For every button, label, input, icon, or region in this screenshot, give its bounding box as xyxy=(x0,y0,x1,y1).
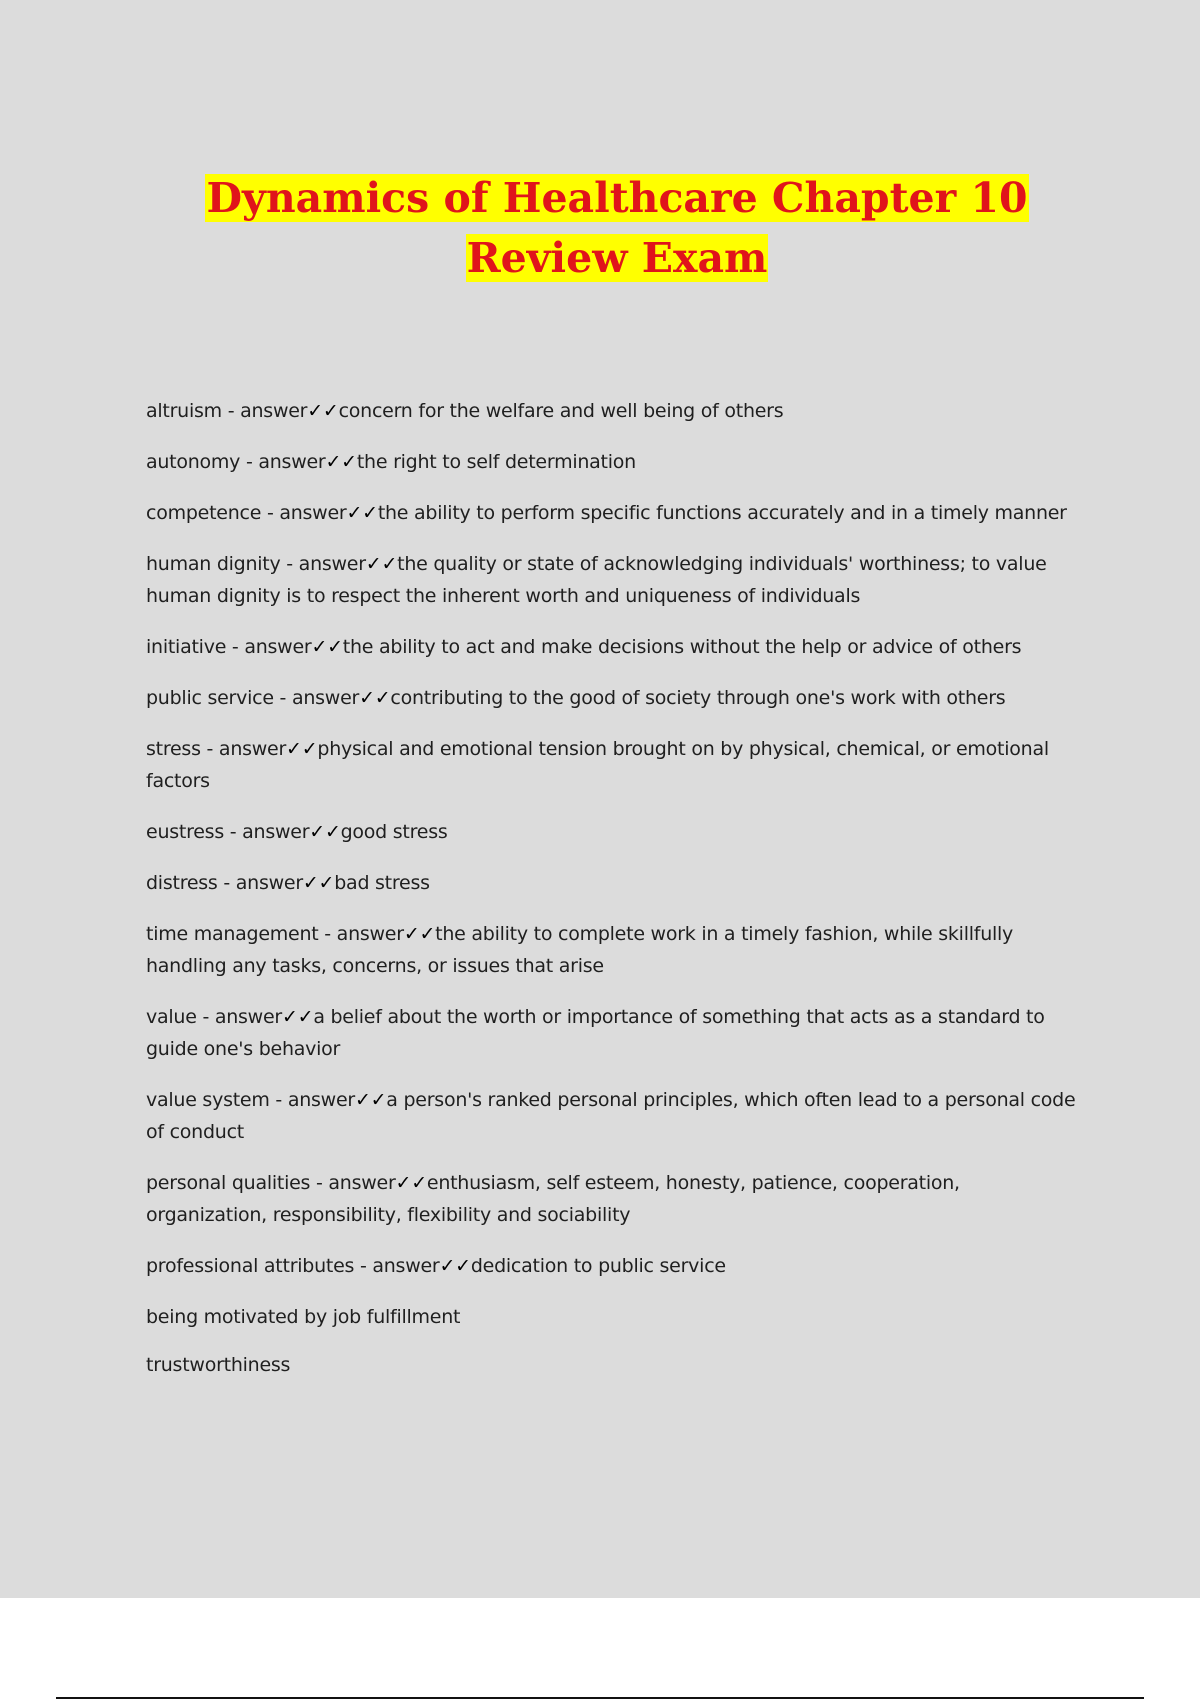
entry-separator: - answer xyxy=(240,451,326,473)
entry-separator: - answer xyxy=(269,1089,355,1111)
entry-separator: - answer xyxy=(318,923,404,945)
flashcard-entry xyxy=(146,682,1086,714)
entry-separator: - answer xyxy=(354,1255,440,1277)
entry-definition: the right to self determination xyxy=(356,451,636,473)
check-marks-icon: ✓✓ xyxy=(346,502,378,524)
flashcard-entry xyxy=(146,867,1086,899)
entry-definition: the ability to act and make decisions without the help or advice of others xyxy=(342,636,1022,658)
entry-definition: contributing to the good of society through one's work with others xyxy=(390,687,1006,709)
entry-term: altruism xyxy=(146,400,222,422)
flashcard-entry xyxy=(146,1084,1086,1148)
check-marks-icon: ✓✓ xyxy=(307,400,339,422)
flashcard-entry xyxy=(146,733,1086,797)
check-marks-icon: ✓✓ xyxy=(309,821,341,843)
entry-term: professional attributes xyxy=(146,1255,355,1277)
entry-definition: bad stress xyxy=(334,872,430,894)
entry-term: value system xyxy=(146,1089,270,1111)
entry-term: autonomy xyxy=(146,451,241,473)
flashcard-entry xyxy=(146,816,1086,848)
entry-separator: - answer xyxy=(310,1172,396,1194)
check-marks-icon: ✓✓ xyxy=(302,872,335,894)
check-marks-icon: ✓✓ xyxy=(286,738,318,760)
entry-separator: - answer xyxy=(217,872,303,894)
entry-term: value xyxy=(146,1006,197,1028)
entry-definition: the ability to complete work in a timely fashion, while skillfully handling any tasks, concerns, or issues that arise xyxy=(146,923,1014,977)
check-marks-icon: ✓✓ xyxy=(325,451,357,473)
check-marks-icon: ✓✓ xyxy=(403,923,436,945)
flashcard-entry xyxy=(146,918,1086,982)
flashcard-entry xyxy=(146,446,1086,478)
entry-separator: - answer xyxy=(221,400,308,422)
flashcard-entry xyxy=(146,1250,1086,1282)
entry-definition: the quality or state of acknowledging individuals' worthiness; to value human dignity is to respect the inherent worth and uniqueness of individuals xyxy=(146,553,1047,607)
entry-term: personal qualities xyxy=(146,1172,311,1194)
check-marks-icon: ✓✓ xyxy=(354,1089,387,1111)
entry-definition: enthusiasm, self esteem, honesty, patience, cooperation, organization, responsibility, flexibility and sociability xyxy=(146,1172,960,1226)
check-marks-icon: ✓✓ xyxy=(365,553,398,575)
entry-term: distress xyxy=(146,872,218,894)
flashcard-entry xyxy=(146,631,1086,663)
flashcard-entry xyxy=(146,1001,1086,1065)
check-marks-icon: ✓✓ xyxy=(311,636,343,658)
entry-term: competence xyxy=(146,502,262,524)
flashcard-entry xyxy=(146,395,1086,427)
entry-separator: - answer xyxy=(273,687,360,709)
flashcard-entry xyxy=(146,497,1086,529)
entry-definition: the ability to perform specific functions accurately and in a timely manner xyxy=(377,502,1067,524)
document-title: Dynamics of Healthcare Chapter 10 Review Exam xyxy=(206,174,1028,282)
entry-term: public service xyxy=(146,687,274,709)
entry-separator: - answer xyxy=(261,502,347,524)
entry-separator: - answer xyxy=(223,821,310,843)
flashcard-entry xyxy=(146,548,1086,612)
entry-definition: dedication to public service xyxy=(470,1255,726,1277)
entry-definition: physical and emotional tension brought on by physical, chemical, or emotional factors xyxy=(146,738,1049,792)
entry-term: stress xyxy=(146,738,201,760)
entry-definition: concern for the welfare and well being of others xyxy=(338,400,784,422)
entry-definition: a person's ranked personal principles, which often lead to a personal code of conduct xyxy=(146,1089,1076,1143)
entry-term: human dignity xyxy=(146,553,281,575)
check-marks-icon: ✓✓ xyxy=(281,1006,314,1028)
continuation-line: trustworthiness xyxy=(146,1354,291,1376)
entry-definition: good stress xyxy=(340,821,448,843)
entry-separator: - answer xyxy=(196,1006,282,1028)
flashcard-entry xyxy=(146,1167,1086,1231)
entry-term: initiative xyxy=(146,636,227,658)
title-block xyxy=(150,168,1084,288)
check-marks-icon: ✓✓ xyxy=(439,1255,471,1277)
footer-divider xyxy=(56,1697,1144,1699)
entry-definition: a belief about the worth or importance of something that acts as a standard to guide one's behavior xyxy=(146,1006,1045,1060)
entry-separator: - answer xyxy=(200,738,287,760)
flashcard-list xyxy=(146,395,1086,1397)
entry-separator: - answer xyxy=(226,636,312,658)
check-marks-icon: ✓✓ xyxy=(359,687,391,709)
entry-separator: - answer xyxy=(280,553,366,575)
continuation-line: being motivated by job fulfillment xyxy=(146,1306,461,1328)
entry-term: time management xyxy=(146,923,319,945)
check-marks-icon: ✓✓ xyxy=(395,1172,427,1194)
entry-term: eustress xyxy=(146,821,224,843)
